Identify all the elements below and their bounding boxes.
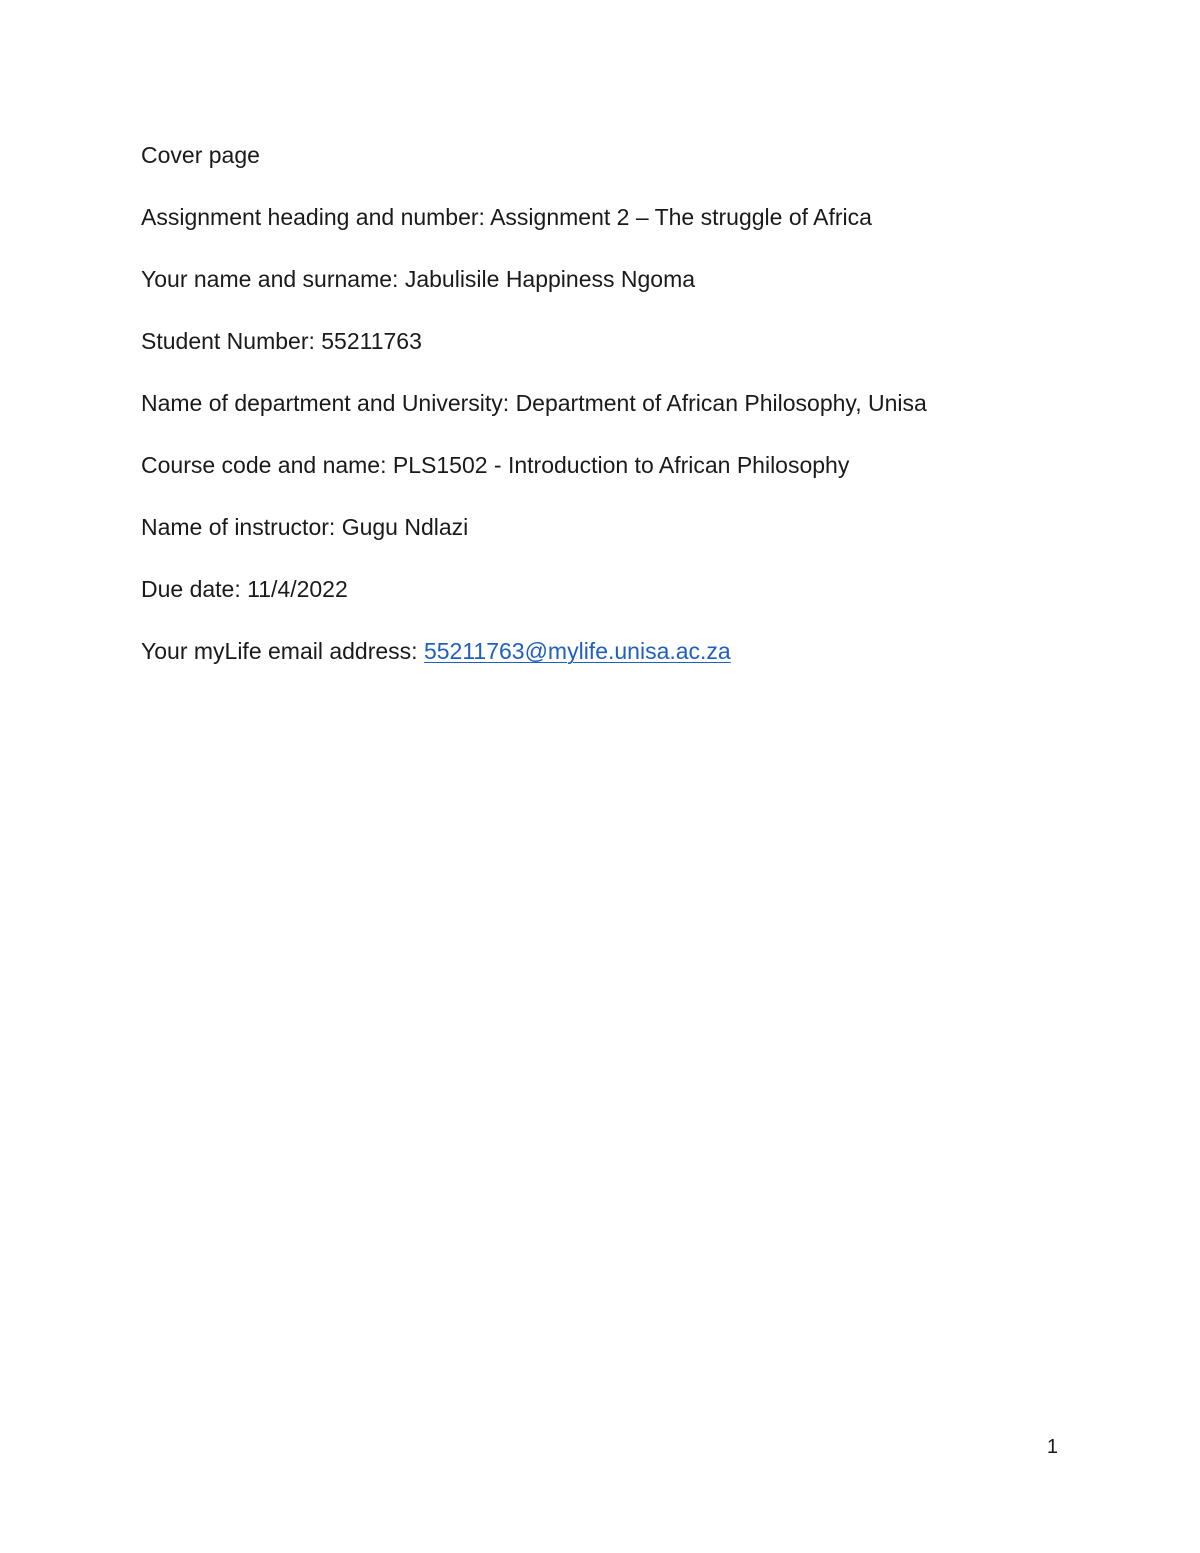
department-line — [141, 386, 1081, 420]
student-number-label: Student Number: — [141, 328, 322, 354]
assignment-heading-line — [141, 200, 1081, 234]
assignment-heading-label: Assignment heading and number: — [141, 204, 491, 230]
instructor-value: Gugu Ndlazi — [341, 514, 469, 540]
email-line — [141, 634, 1081, 668]
student-name-value: Jabulisile Happiness Ngoma — [404, 266, 696, 292]
cover-page-content — [141, 138, 1081, 696]
course-line — [141, 448, 1081, 482]
department-value: Department of African Philosophy, Unisa — [515, 390, 927, 416]
email-label: Your myLife email address: — [141, 638, 424, 664]
due-date-value: 11/4/2022 — [247, 576, 348, 602]
student-number-line — [141, 324, 1081, 358]
instructor-label: Name of instructor: — [141, 514, 342, 540]
instructor-line — [141, 510, 1081, 544]
page-number: 1 — [1046, 1436, 1058, 1458]
email-link[interactable]: 55211763@mylife.unisa.ac.za — [423, 638, 731, 664]
student-number-value: 55211763 — [321, 328, 422, 354]
due-date-line — [141, 572, 1081, 606]
due-date-label: Due date: — [141, 576, 248, 602]
assignment-heading-value: Assignment 2 – The struggle of Africa — [490, 204, 872, 230]
course-value: PLS1502 - Introduction to African Philosophy — [392, 452, 850, 478]
department-label: Name of department and University: — [141, 390, 516, 416]
student-name-line — [141, 262, 1081, 296]
course-label: Course code and name: — [141, 452, 393, 478]
cover-page-title: Cover page — [141, 142, 260, 168]
student-name-label: Your name and surname: — [141, 266, 405, 292]
